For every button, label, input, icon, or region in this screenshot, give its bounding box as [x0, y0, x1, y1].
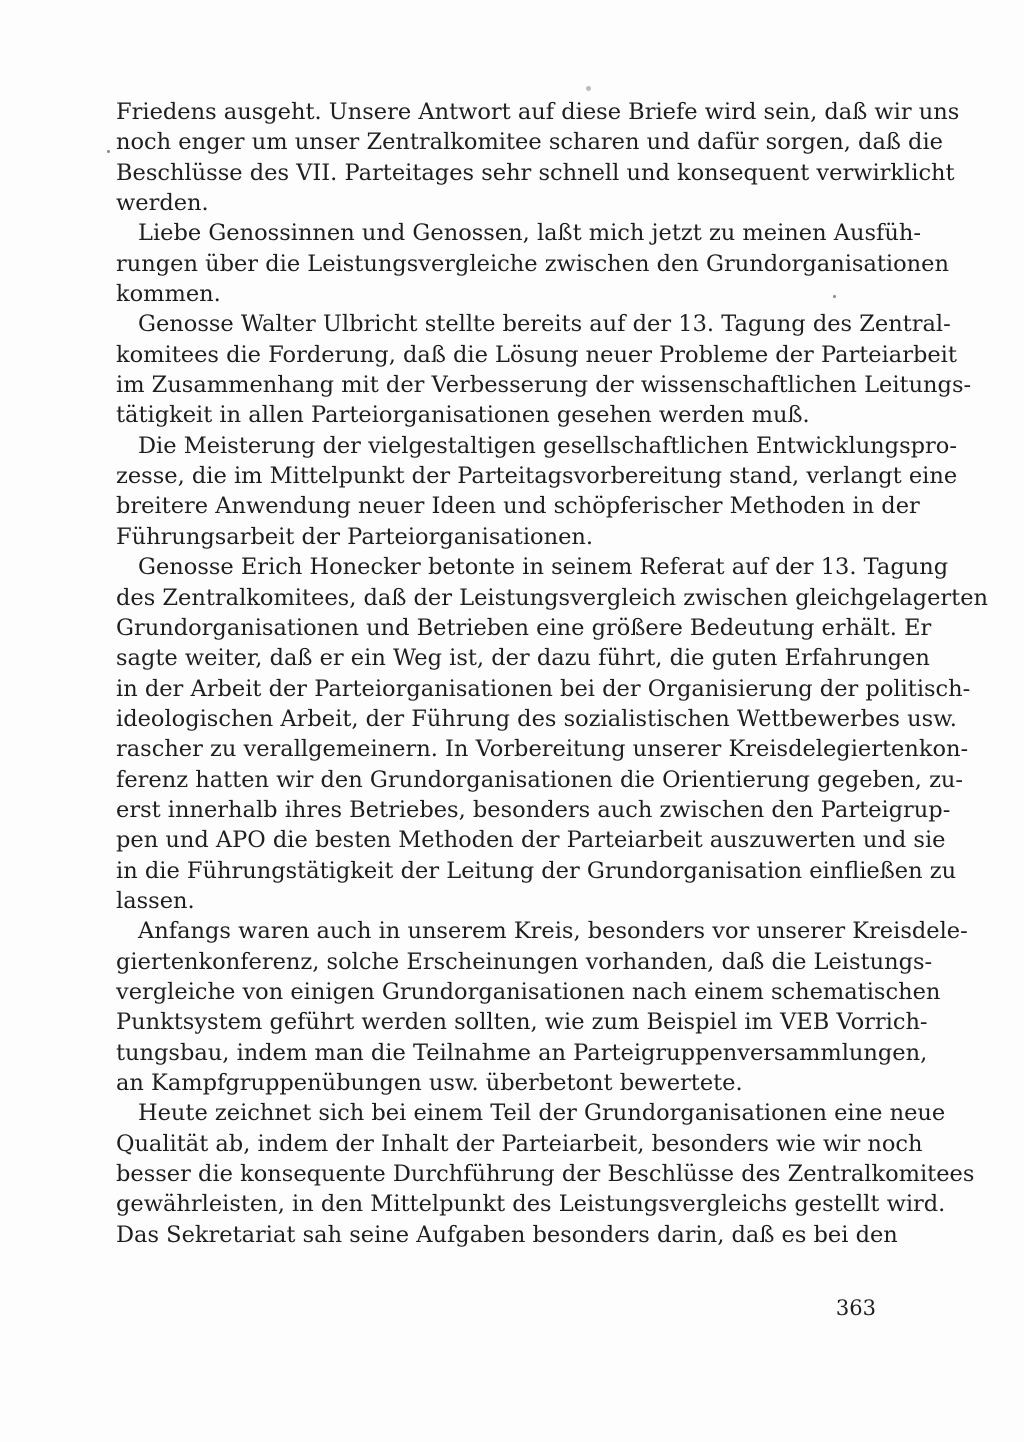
print-speck: [107, 150, 110, 153]
text-line: giertenkonferenz, solche Erscheinungen vorhanden, daß die Leistungs-: [116, 948, 933, 975]
text-line: Punktsystem geführt werden sollten, wie zum Beispiel im VEB Vorrich-: [116, 1009, 928, 1036]
text-line: Friedens ausgeht. Unsere Antwort auf diese Briefe wird sein, daß wir uns: [116, 99, 960, 125]
text-line: kommen.: [116, 281, 221, 308]
text-line: ideologischen Arbeit, der Führung des sozialistischen Wettbewerbes usw.: [116, 705, 957, 732]
body-text: [116, 97, 988, 1250]
text-line: Genosse Erich Honecker betonte in seinem Referat auf der 13. Tagung: [138, 554, 949, 581]
paragraph: [116, 218, 949, 309]
text-line: an Kampfgruppenübungen usw. überbetont bewertete.: [116, 1070, 743, 1096]
text-line: ferenz hatten wir den Grundorganisationen die Orientierung gegeben, zu-: [116, 766, 964, 793]
print-speck: [586, 86, 591, 91]
text-line: werden.: [116, 190, 209, 217]
text-line: noch enger um unser Zentralkomitee scharen und dafür sorgen, daß die: [116, 129, 943, 156]
text-line: Liebe Genossinnen und Genossen, laßt mich jetzt zu meinen Ausfüh-: [138, 220, 921, 247]
text-line: im Zusammenhang mit der Verbesserung der wissenschaftlichen Leitungs-: [116, 372, 972, 399]
text-line: Beschlüsse des VII. Parteitages sehr schnell und konsequent verwirklicht: [116, 159, 955, 186]
text-line: gewährleisten, in den Mittelpunkt des Leistungsvergleichs gestellt wird.: [116, 1191, 946, 1218]
text-line: erst innerhalb ihres Betriebes, besonders auch zwischen den Parteigrup-: [116, 796, 951, 823]
text-line: tungsbau, indem man die Teilnahme an Parteigruppenversammlungen,: [116, 1039, 928, 1066]
text-line: breitere Anwendung neuer Ideen und schöpferischer Methoden in der: [116, 493, 920, 520]
text-line: Führungsarbeit der Parteiorganisationen.: [116, 523, 594, 550]
text-line: Genosse Walter Ulbricht stellte bereits auf der 13. Tagung des Zentral-: [138, 311, 951, 338]
text-line: in die Führungstätigkeit der Leitung der Grundorganisation einfließen zu: [116, 857, 957, 884]
text-line: Heute zeichnet sich bei einem Teil der Grundorganisationen eine neue: [138, 1100, 946, 1127]
paragraph: [116, 916, 968, 1098]
paragraph: [116, 1098, 975, 1250]
text-line: vergleiche von einigen Grundorganisationen nach einem schematischen: [116, 978, 941, 1005]
text-line: lassen.: [116, 887, 195, 914]
page-number: 363: [835, 1296, 876, 1320]
text-line: Die Meisterung der vielgestaltigen gesellschaftlichen Entwicklungspro-: [138, 432, 957, 459]
text-line: in der Arbeit der Parteiorganisationen bei der Organisierung der politisch-: [116, 675, 971, 702]
text-line: tätigkeit in allen Parteiorganisationen gesehen werden muß.: [116, 402, 810, 429]
paragraph: [116, 552, 988, 916]
paragraph: [116, 97, 960, 218]
paragraph: [116, 309, 972, 430]
text-line: des Zentralkomitees, daß der Leistungsvergleich zwischen gleichgelagerten: [116, 584, 988, 611]
text-line: zesse, die im Mittelpunkt der Parteitagsvorbereitung stand, verlangt eine: [116, 463, 958, 490]
text-line: rascher zu verallgemeinern. In Vorbereitung unserer Kreisdelegiertenkon-: [116, 736, 969, 763]
text-line: Anfangs waren auch in unserem Kreis, besonders vor unserer Kreisdele-: [138, 918, 968, 945]
text-line: pen und APO die besten Methoden der Parteiarbeit auszuwerten und sie: [116, 827, 946, 854]
paragraph: [116, 431, 958, 552]
text-line: komitees die Forderung, daß die Lösung neuer Probleme der Parteiarbeit: [116, 341, 957, 368]
text-line: besser die konsequente Durchführung der Beschlüsse des Zentralkomitees: [116, 1161, 975, 1188]
text-line: Grundorganisationen und Betrieben eine größere Bedeutung erhält. Er: [116, 614, 932, 641]
text-line: Das Sekretariat sah seine Aufgaben besonders darin, daß es bei den: [116, 1221, 898, 1248]
text-line: Qualität ab, indem der Inhalt der Parteiarbeit, besonders wie wir noch: [116, 1130, 923, 1157]
text-line: rungen über die Leistungsvergleiche zwischen den Grundorganisationen: [116, 250, 949, 277]
text-line: sagte weiter, daß er ein Weg ist, der dazu führt, die guten Erfahrungen: [116, 645, 930, 672]
